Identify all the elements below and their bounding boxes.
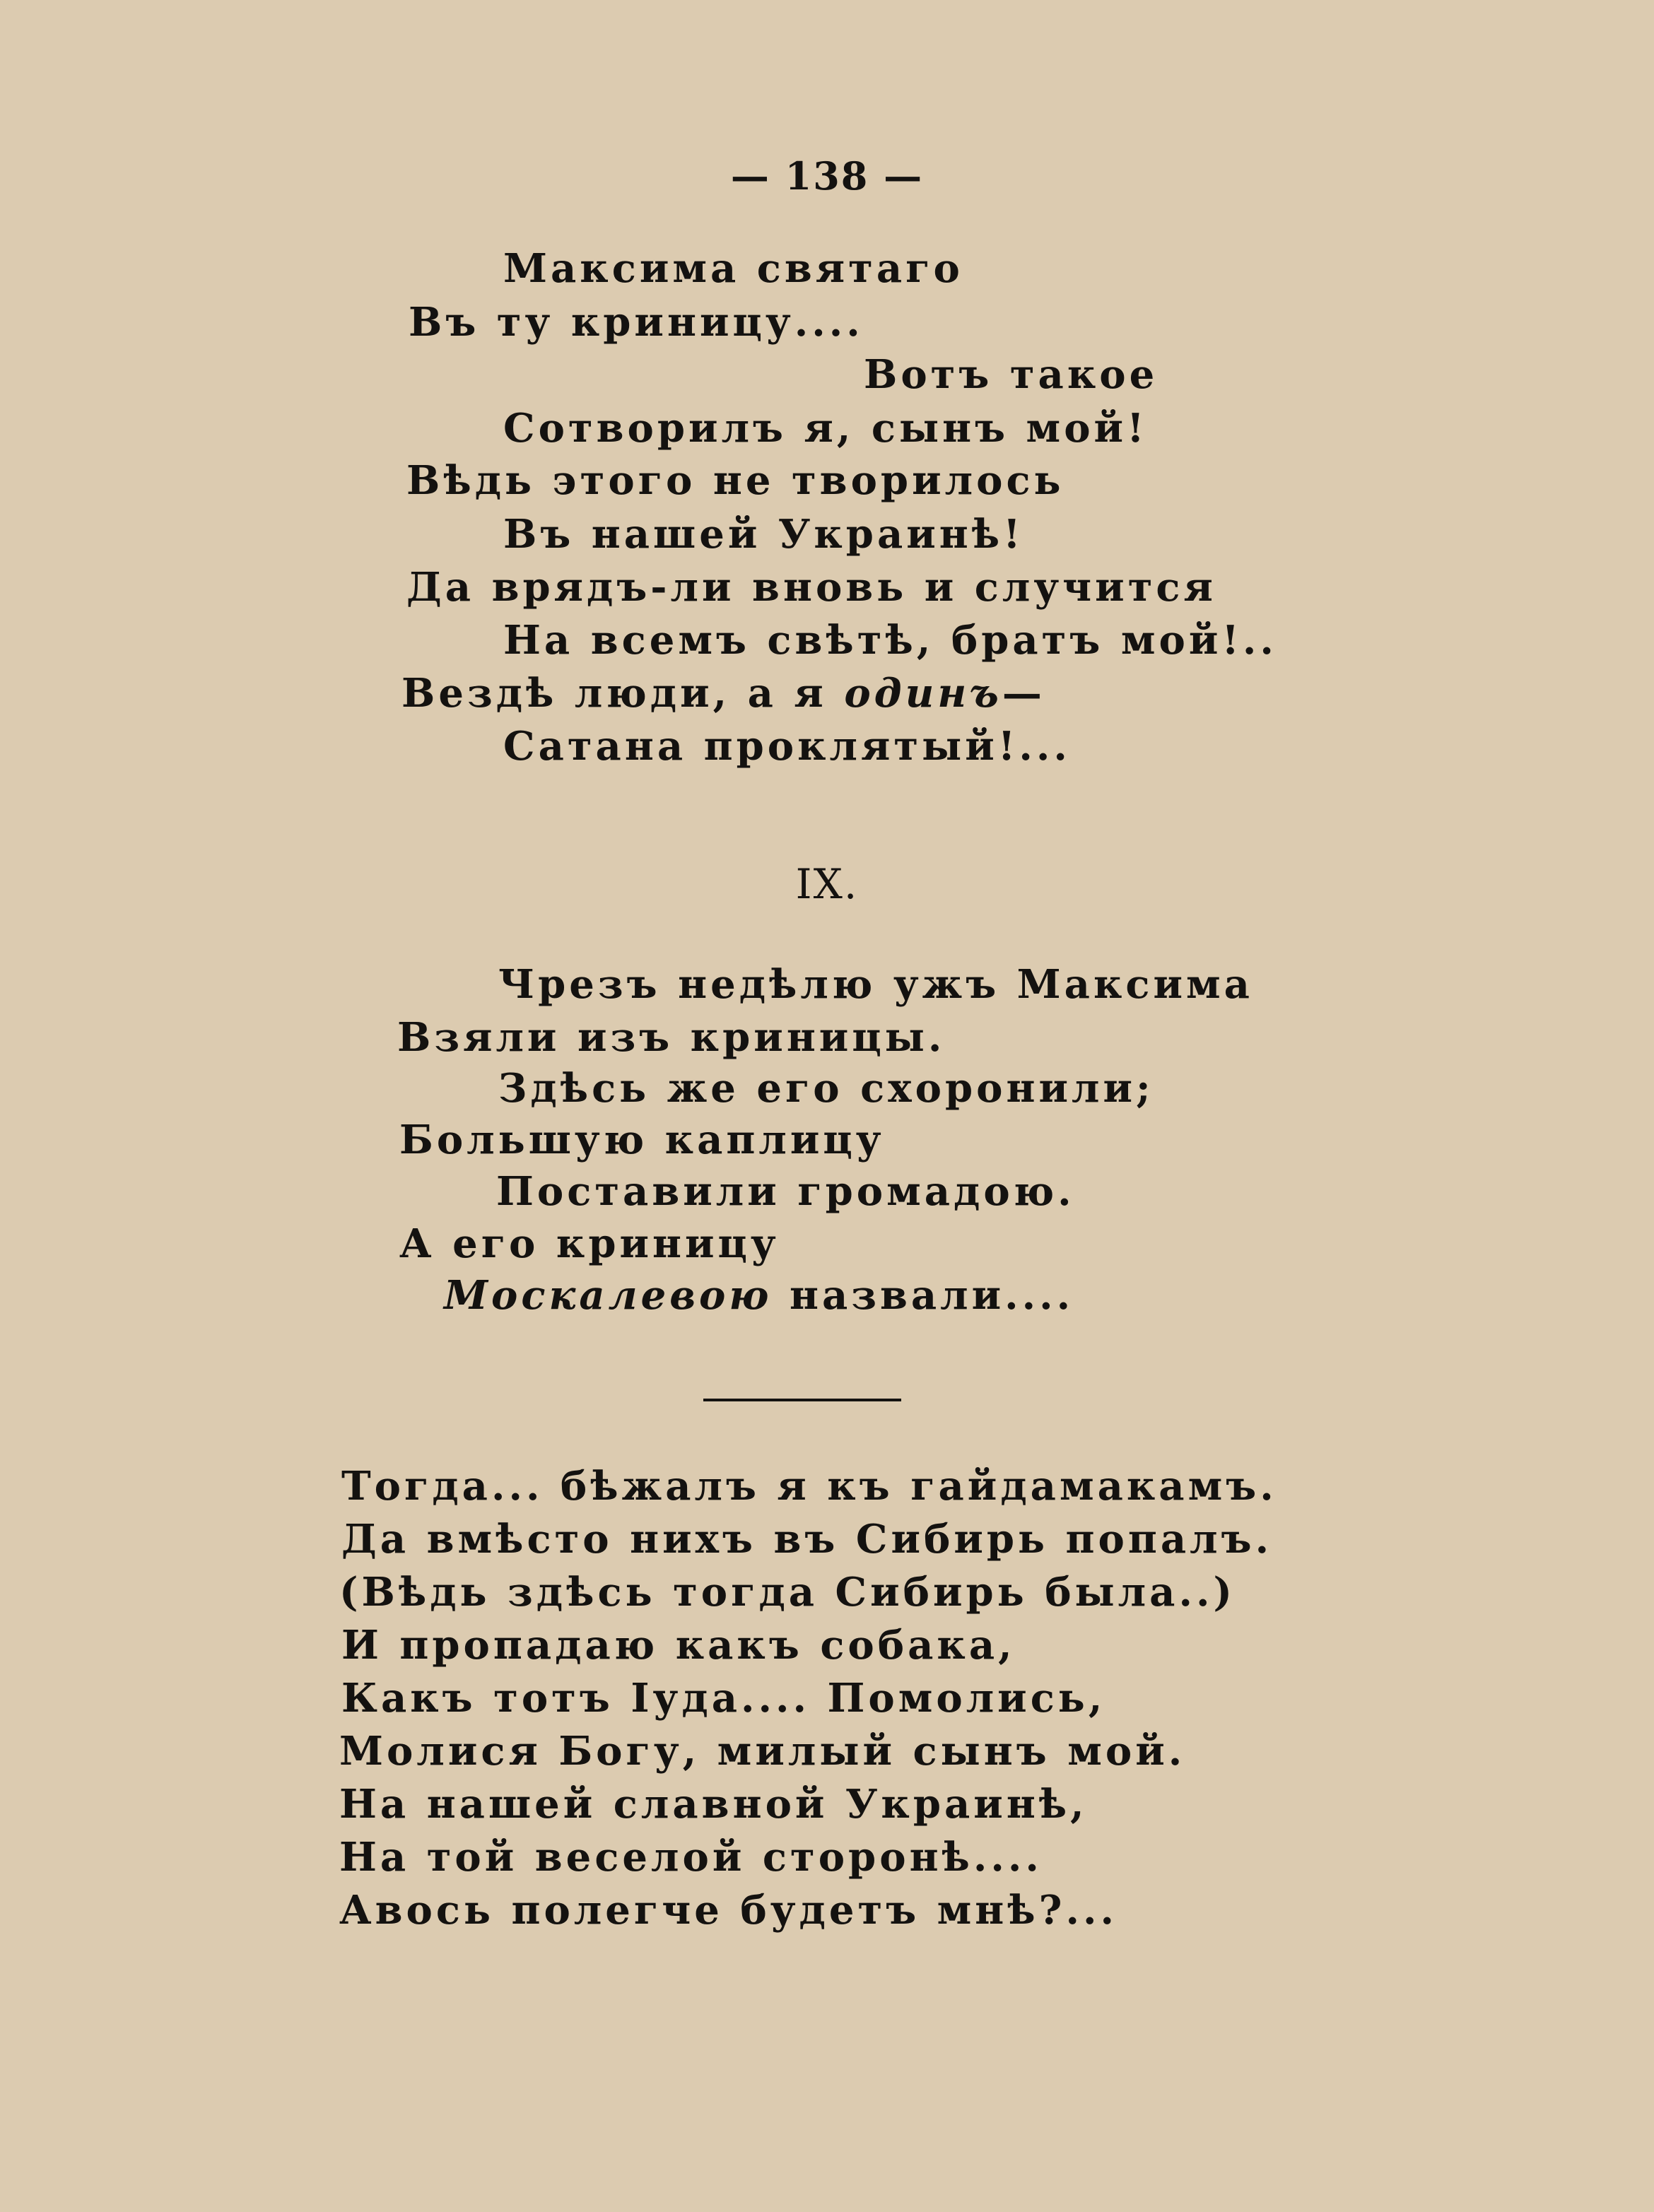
verse-line: Молися Богу, милый сынъ мой. [339,1728,1186,1775]
verse-line: (Вѣдь здѣсь тогда Сибирь была..) [339,1569,1236,1616]
verse-line: Въ ту криницу.... [409,299,864,346]
verse-line: Какъ тотъ Іуда.... Помолись, [341,1675,1106,1722]
verse-line: На нашей славной Украинѣ, [339,1781,1088,1828]
verse-line: Сатана проклятый!... [503,723,1071,770]
verse-line: Авось полегче будетъ мнѣ?... [339,1887,1118,1934]
verse-line: Да врядъ-ли вновь и случится [406,564,1216,611]
verse-line: Поставили громадою. [496,1168,1075,1215]
verse-line [444,1272,1074,1319]
verse-line: Да вмѣсто нихъ въ Сибирь попалъ. [341,1516,1273,1563]
verse-text: — [1002,670,1045,717]
verse-line: Здѣсь же его схоронили; [498,1065,1154,1112]
verse-line: Вотъ такое [864,351,1159,398]
verse-line: Взяли изъ криницы. [397,1014,946,1061]
section-heading: IX. [795,860,859,908]
page-number: — 138 — [730,153,924,199]
verse-line: На той веселой сторонѣ.... [339,1834,1043,1881]
verse-text: назвали.... [772,1272,1074,1319]
verse-line: На всемъ свѣтѣ, братъ мой!.. [503,617,1277,664]
verse-line [401,670,1045,717]
verse-line: Максима святаго [503,245,963,292]
verse-line: И пропадаю какъ собака, [341,1622,1016,1669]
verse-line: Въ нашей Украинѣ! [503,511,1024,558]
verse-line: Большую каплицу [399,1117,885,1163]
verse-line: Тогда... бѣжалъ я къ гайдамакамъ. [341,1463,1277,1510]
italic-word: Москалевою [444,1272,773,1319]
verse-line: А его криницу [399,1220,780,1267]
italic-word: одинъ [844,670,1002,717]
verse-line: Чрезъ недѣлю ужъ Максима [498,961,1253,1008]
verse-text: Вездѣ люди, а я [401,670,845,717]
section-divider [703,1399,901,1401]
verse-line: Сотворилъ я, сынъ мой! [503,405,1148,452]
verse-line: Вѣдь этого не творилось [406,457,1064,504]
